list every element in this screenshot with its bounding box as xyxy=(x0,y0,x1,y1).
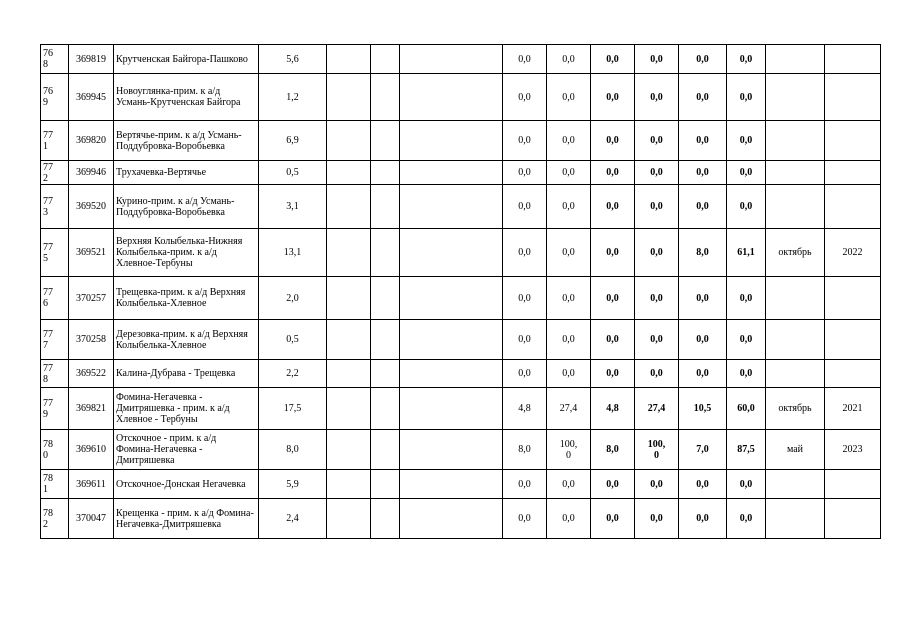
value-cell: 0,0 xyxy=(727,121,766,161)
road-code-cell: 369820 xyxy=(69,121,114,161)
empty-cell xyxy=(327,430,371,470)
value-cell: 8,0 xyxy=(679,229,727,277)
table-row xyxy=(41,185,881,229)
table-row xyxy=(41,470,881,499)
value-cell: 0,0 xyxy=(547,121,591,161)
road-name-cell: Дерезовка-прим. к а/д Верхняя Колыбелька-Хлевное xyxy=(114,320,259,360)
month-cell xyxy=(766,470,825,499)
value-cell: 100, 0 xyxy=(547,430,591,470)
month-cell xyxy=(766,185,825,229)
road-name-cell: Новоуглянка-прим. к а/д Усмань-Крутченская Байгора xyxy=(114,74,259,121)
road-code-cell: 369610 xyxy=(69,430,114,470)
value-cell: 0,0 xyxy=(503,499,547,539)
value-cell: 0,0 xyxy=(727,277,766,320)
row-number-cell: 77 8 xyxy=(41,360,69,388)
row-number-cell: 77 6 xyxy=(41,277,69,320)
value-cell: 0,0 xyxy=(635,470,679,499)
year-cell: 2021 xyxy=(825,388,881,430)
road-name-cell: Верхняя Колыбелька-Нижняя Колыбелька-прим. к а/д Хлевное-Тербуны xyxy=(114,229,259,277)
empty-cell xyxy=(371,45,400,74)
road-code-cell: 370258 xyxy=(69,320,114,360)
road-code-cell: 369521 xyxy=(69,229,114,277)
empty-cell xyxy=(400,74,503,121)
value-cell: 0,0 xyxy=(591,229,635,277)
empty-cell xyxy=(400,320,503,360)
empty-cell xyxy=(371,470,400,499)
road-code-cell: 370257 xyxy=(69,277,114,320)
empty-cell xyxy=(327,360,371,388)
value-cell: 0,0 xyxy=(635,161,679,185)
length-cell: 6,9 xyxy=(259,121,327,161)
empty-cell xyxy=(327,499,371,539)
row-number-cell: 77 9 xyxy=(41,388,69,430)
row-number-cell: 76 8 xyxy=(41,45,69,74)
empty-cell xyxy=(327,74,371,121)
value-cell: 0,0 xyxy=(679,45,727,74)
year-cell: 2023 xyxy=(825,430,881,470)
value-cell: 0,0 xyxy=(679,74,727,121)
length-cell: 5,6 xyxy=(259,45,327,74)
empty-cell xyxy=(327,320,371,360)
table-row xyxy=(41,161,881,185)
road-code-cell: 369946 xyxy=(69,161,114,185)
value-cell: 0,0 xyxy=(591,277,635,320)
empty-cell xyxy=(327,45,371,74)
value-cell: 0,0 xyxy=(591,470,635,499)
value-cell: 0,0 xyxy=(679,185,727,229)
value-cell: 0,0 xyxy=(591,161,635,185)
value-cell: 0,0 xyxy=(503,161,547,185)
value-cell: 0,0 xyxy=(547,74,591,121)
value-cell: 0,0 xyxy=(591,121,635,161)
table-row xyxy=(41,277,881,320)
length-cell: 2,2 xyxy=(259,360,327,388)
empty-cell xyxy=(327,277,371,320)
value-cell: 0,0 xyxy=(679,499,727,539)
road-name-cell: Отскочное-Донская Негачевка xyxy=(114,470,259,499)
empty-cell xyxy=(400,430,503,470)
value-cell: 0,0 xyxy=(679,161,727,185)
length-cell: 1,2 xyxy=(259,74,327,121)
month-cell: октябрь xyxy=(766,388,825,430)
value-cell: 7,0 xyxy=(679,430,727,470)
value-cell: 0,0 xyxy=(503,360,547,388)
road-code-cell: 369611 xyxy=(69,470,114,499)
value-cell: 0,0 xyxy=(635,277,679,320)
empty-cell xyxy=(371,430,400,470)
value-cell: 0,0 xyxy=(727,499,766,539)
value-cell: 0,0 xyxy=(727,161,766,185)
road-code-cell: 369522 xyxy=(69,360,114,388)
value-cell: 0,0 xyxy=(727,470,766,499)
value-cell: 0,0 xyxy=(635,45,679,74)
road-code-cell: 369945 xyxy=(69,74,114,121)
empty-cell xyxy=(371,74,400,121)
road-code-cell: 369819 xyxy=(69,45,114,74)
year-cell xyxy=(825,277,881,320)
month-cell xyxy=(766,161,825,185)
roads-table xyxy=(40,44,881,539)
month-cell xyxy=(766,121,825,161)
month-cell xyxy=(766,499,825,539)
row-number-cell: 78 2 xyxy=(41,499,69,539)
table-row xyxy=(41,320,881,360)
year-cell xyxy=(825,161,881,185)
month-cell xyxy=(766,277,825,320)
year-cell xyxy=(825,121,881,161)
year-cell xyxy=(825,470,881,499)
value-cell: 0,0 xyxy=(547,185,591,229)
value-cell: 0,0 xyxy=(727,185,766,229)
road-code-cell: 369821 xyxy=(69,388,114,430)
empty-cell xyxy=(371,229,400,277)
empty-cell xyxy=(371,499,400,539)
year-cell xyxy=(825,45,881,74)
value-cell: 0,0 xyxy=(679,320,727,360)
empty-cell xyxy=(327,388,371,430)
year-cell xyxy=(825,320,881,360)
month-cell xyxy=(766,45,825,74)
empty-cell xyxy=(371,277,400,320)
empty-cell xyxy=(400,277,503,320)
table-body xyxy=(41,45,881,539)
value-cell: 0,0 xyxy=(503,229,547,277)
empty-cell xyxy=(371,185,400,229)
empty-cell xyxy=(400,185,503,229)
value-cell: 10,5 xyxy=(679,388,727,430)
month-cell xyxy=(766,320,825,360)
value-cell: 0,0 xyxy=(547,229,591,277)
value-cell: 0,0 xyxy=(591,499,635,539)
table-row xyxy=(41,74,881,121)
empty-cell xyxy=(371,161,400,185)
value-cell: 4,8 xyxy=(503,388,547,430)
road-code-cell: 370047 xyxy=(69,499,114,539)
empty-cell xyxy=(327,161,371,185)
road-code-cell: 369520 xyxy=(69,185,114,229)
value-cell: 0,0 xyxy=(547,360,591,388)
value-cell: 0,0 xyxy=(635,360,679,388)
length-cell: 0,5 xyxy=(259,320,327,360)
value-cell: 0,0 xyxy=(591,74,635,121)
road-name-cell: Крещенка - прим. к а/д Фомина-Негачевка-Дмитряшевка xyxy=(114,499,259,539)
road-name-cell: Вертячье-прим. к а/д Усмань-Поддубровка-Воробьевка xyxy=(114,121,259,161)
table-row xyxy=(41,360,881,388)
row-number-cell: 77 5 xyxy=(41,229,69,277)
month-cell: октябрь xyxy=(766,229,825,277)
table-row xyxy=(41,430,881,470)
empty-cell xyxy=(327,121,371,161)
road-name-cell: Крутченская Байгора-Пашково xyxy=(114,45,259,74)
value-cell: 0,0 xyxy=(727,320,766,360)
empty-cell xyxy=(400,360,503,388)
value-cell: 0,0 xyxy=(503,185,547,229)
empty-cell xyxy=(400,499,503,539)
empty-cell xyxy=(400,45,503,74)
row-number-cell: 77 7 xyxy=(41,320,69,360)
value-cell: 8,0 xyxy=(503,430,547,470)
table-row xyxy=(41,229,881,277)
empty-cell xyxy=(327,229,371,277)
value-cell: 0,0 xyxy=(727,360,766,388)
row-number-cell: 77 2 xyxy=(41,161,69,185)
value-cell: 0,0 xyxy=(591,185,635,229)
value-cell: 0,0 xyxy=(503,74,547,121)
empty-cell xyxy=(327,185,371,229)
empty-cell xyxy=(371,320,400,360)
length-cell: 17,5 xyxy=(259,388,327,430)
value-cell: 0,0 xyxy=(547,470,591,499)
value-cell: 0,0 xyxy=(635,320,679,360)
road-name-cell: Калина-Дубрава - Трещевка xyxy=(114,360,259,388)
road-name-cell: Трещевка-прим. к а/д Верхняя Колыбелька-Хлевное xyxy=(114,277,259,320)
value-cell: 27,4 xyxy=(635,388,679,430)
row-number-cell: 78 0 xyxy=(41,430,69,470)
table-row xyxy=(41,45,881,74)
table-row xyxy=(41,388,881,430)
empty-cell xyxy=(400,388,503,430)
road-name-cell: Трухачевка-Вертячье xyxy=(114,161,259,185)
row-number-cell: 76 9 xyxy=(41,74,69,121)
value-cell: 100, 0 xyxy=(635,430,679,470)
year-cell xyxy=(825,74,881,121)
length-cell: 2,4 xyxy=(259,499,327,539)
value-cell: 0,0 xyxy=(591,360,635,388)
empty-cell xyxy=(371,121,400,161)
value-cell: 27,4 xyxy=(547,388,591,430)
row-number-cell: 77 1 xyxy=(41,121,69,161)
value-cell: 0,0 xyxy=(547,161,591,185)
empty-cell xyxy=(400,229,503,277)
empty-cell xyxy=(327,470,371,499)
empty-cell xyxy=(400,121,503,161)
length-cell: 3,1 xyxy=(259,185,327,229)
value-cell: 0,0 xyxy=(635,185,679,229)
empty-cell xyxy=(371,360,400,388)
value-cell: 0,0 xyxy=(547,277,591,320)
value-cell: 87,5 xyxy=(727,430,766,470)
row-number-cell: 77 3 xyxy=(41,185,69,229)
row-number-cell: 78 1 xyxy=(41,470,69,499)
length-cell: 8,0 xyxy=(259,430,327,470)
value-cell: 0,0 xyxy=(503,320,547,360)
table-row xyxy=(41,121,881,161)
year-cell xyxy=(825,499,881,539)
value-cell: 0,0 xyxy=(503,121,547,161)
value-cell: 0,0 xyxy=(635,121,679,161)
value-cell: 0,0 xyxy=(547,45,591,74)
empty-cell xyxy=(400,161,503,185)
value-cell: 0,0 xyxy=(679,121,727,161)
month-cell xyxy=(766,74,825,121)
value-cell: 0,0 xyxy=(503,277,547,320)
year-cell xyxy=(825,185,881,229)
year-cell xyxy=(825,360,881,388)
value-cell: 0,0 xyxy=(547,499,591,539)
month-cell xyxy=(766,360,825,388)
value-cell: 8,0 xyxy=(591,430,635,470)
month-cell: май xyxy=(766,430,825,470)
value-cell: 0,0 xyxy=(679,470,727,499)
value-cell: 0,0 xyxy=(679,360,727,388)
value-cell: 0,0 xyxy=(635,499,679,539)
value-cell: 0,0 xyxy=(547,320,591,360)
value-cell: 0,0 xyxy=(503,470,547,499)
length-cell: 5,9 xyxy=(259,470,327,499)
value-cell: 0,0 xyxy=(635,229,679,277)
length-cell: 13,1 xyxy=(259,229,327,277)
value-cell: 61,1 xyxy=(727,229,766,277)
value-cell: 0,0 xyxy=(591,320,635,360)
value-cell: 0,0 xyxy=(727,74,766,121)
road-name-cell: Курино-прим. к а/д Усмань-Поддубровка-Воробьевка xyxy=(114,185,259,229)
value-cell: 0,0 xyxy=(679,277,727,320)
table-row xyxy=(41,499,881,539)
value-cell: 0,0 xyxy=(503,45,547,74)
road-name-cell: Фомина-Негачевка - Дмитряшевка - прим. к а/д Хлевное - Тербуны xyxy=(114,388,259,430)
road-name-cell: Отскочное - прим. к а/д Фомина-Негачевка - Дмитряшевка xyxy=(114,430,259,470)
year-cell: 2022 xyxy=(825,229,881,277)
value-cell: 0,0 xyxy=(591,45,635,74)
empty-cell xyxy=(371,388,400,430)
value-cell: 4,8 xyxy=(591,388,635,430)
length-cell: 0,5 xyxy=(259,161,327,185)
length-cell: 2,0 xyxy=(259,277,327,320)
value-cell: 0,0 xyxy=(727,45,766,74)
value-cell: 60,0 xyxy=(727,388,766,430)
empty-cell xyxy=(400,470,503,499)
value-cell: 0,0 xyxy=(635,74,679,121)
